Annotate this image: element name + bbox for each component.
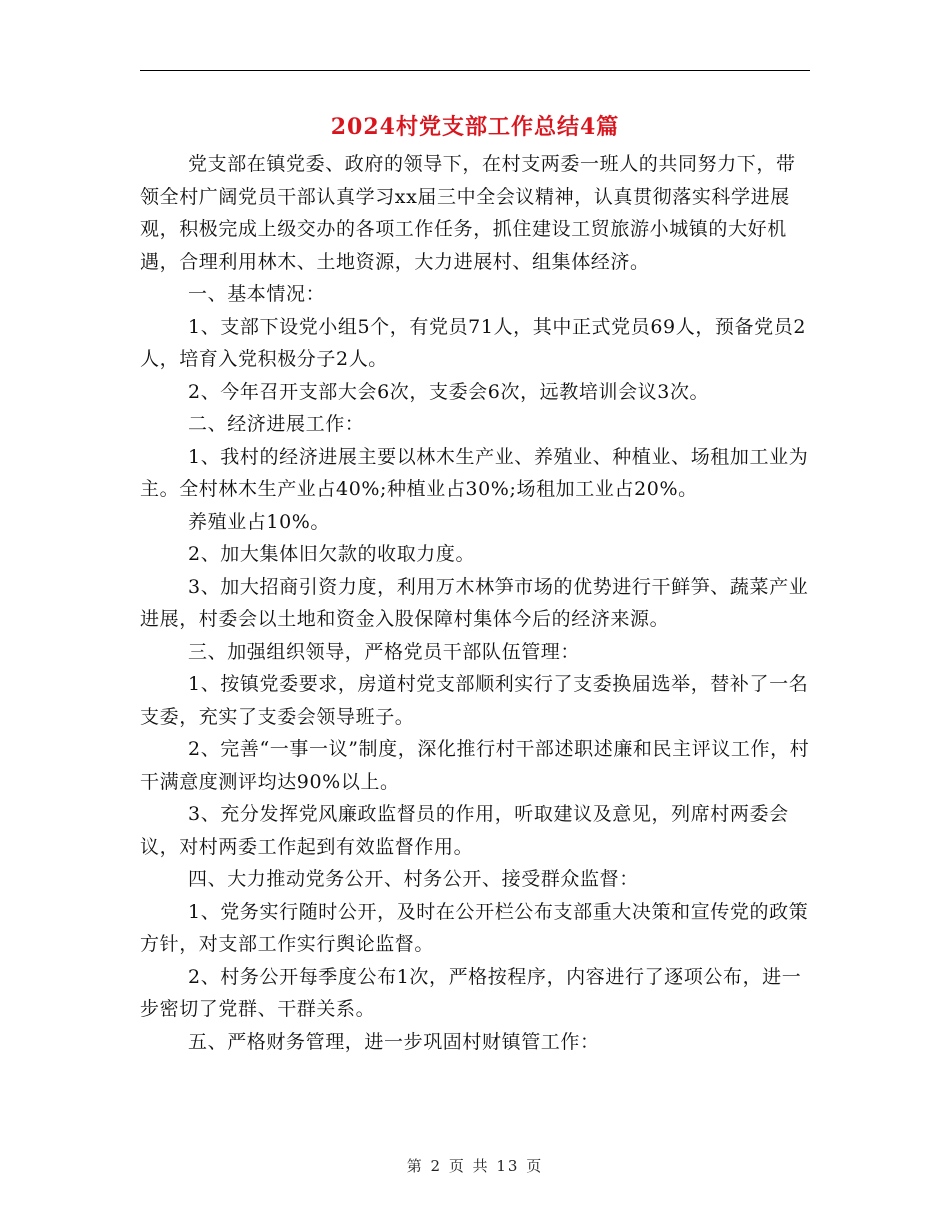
paragraph: 3、充分发挥党风廉政监督员的作用，听取建议及意见，列席村两委会议，对村两委工作起到有效监督作用。 (140, 803, 789, 858)
section-heading: 一、基本情况： (188, 283, 326, 305)
paragraph: 1、党务实行随时公开，及时在公开栏公布支部重大决策和宣传党的政策方针，对支部工作实行舆论监督。 (140, 900, 809, 955)
paragraph: 2、今年召开支部大会6次，支委会6次，远教培训会议3次。 (188, 380, 710, 403)
paragraph: 2、完善“一事一议”制度，深化推行村干部述职述廉和民主评议工作，村干满意度测评均达90%以上。 (140, 738, 810, 793)
paragraph: 1、支部下设党小组5个，有党员71人，其中正式党员69人，预备党员2人，培育入党积极分子2人。 (140, 315, 807, 370)
paragraph: 养殖业占10%。 (188, 510, 331, 533)
paragraph: 党支部在镇党委、政府的领导下，在村支两委一班人的共同努力下，带领全村广阔党员干部认真学习xx届三中全会议精神，认真贯彻落实科学进展观，积极完成上级交办的各项工作任务，抓住建设工贸旅游小城镇的大好机遇，合理利用林木、土地资源，大力进展村、组集体经济。 (140, 153, 796, 273)
section-heading: 五、严格财务管理，进一步巩固村财镇管工作： (188, 1030, 600, 1053)
section-heading: 三、加强组织领导，严格党员干部队伍管理： (188, 640, 581, 663)
paragraph: 3、加大招商引资力度，利用万木林笋市场的优势进行干鲜笋、蔬菜产业进展，村委会以土地和资金入股保障村集体今后的经济来源。 (140, 575, 809, 630)
paragraph: 1、我村的经济进展主要以林木生产业、养殖业、种植业、场租加工业为主。全村林木生产业占40%;种植业占30%;场租加工业占20%。 (140, 445, 809, 500)
paragraph: 2、村务公开每季度公布1次，严格按程序，内容进行了逐项公布，进一步密切了党群、干群关系。 (140, 965, 802, 1020)
section-heading: 二、经济进展工作： (188, 413, 365, 435)
page-number: 第 2 页 共 13 页 (406, 1157, 544, 1175)
document-title: 2024村党支部工作总结4篇 (330, 114, 620, 140)
paragraph: 1、按镇党委要求，房道村党支部顺利实行了支委换届选举，替补了一名支委，充实了支委会领导班子。 (140, 673, 809, 728)
document-body (140, 148, 810, 1058)
header-rule (140, 70, 810, 71)
paragraph: 2、加大集体旧欠款的收取力度。 (188, 543, 476, 565)
section-heading: 四、大力推动党务公开、村务公开、接受群众监督： (188, 868, 639, 890)
